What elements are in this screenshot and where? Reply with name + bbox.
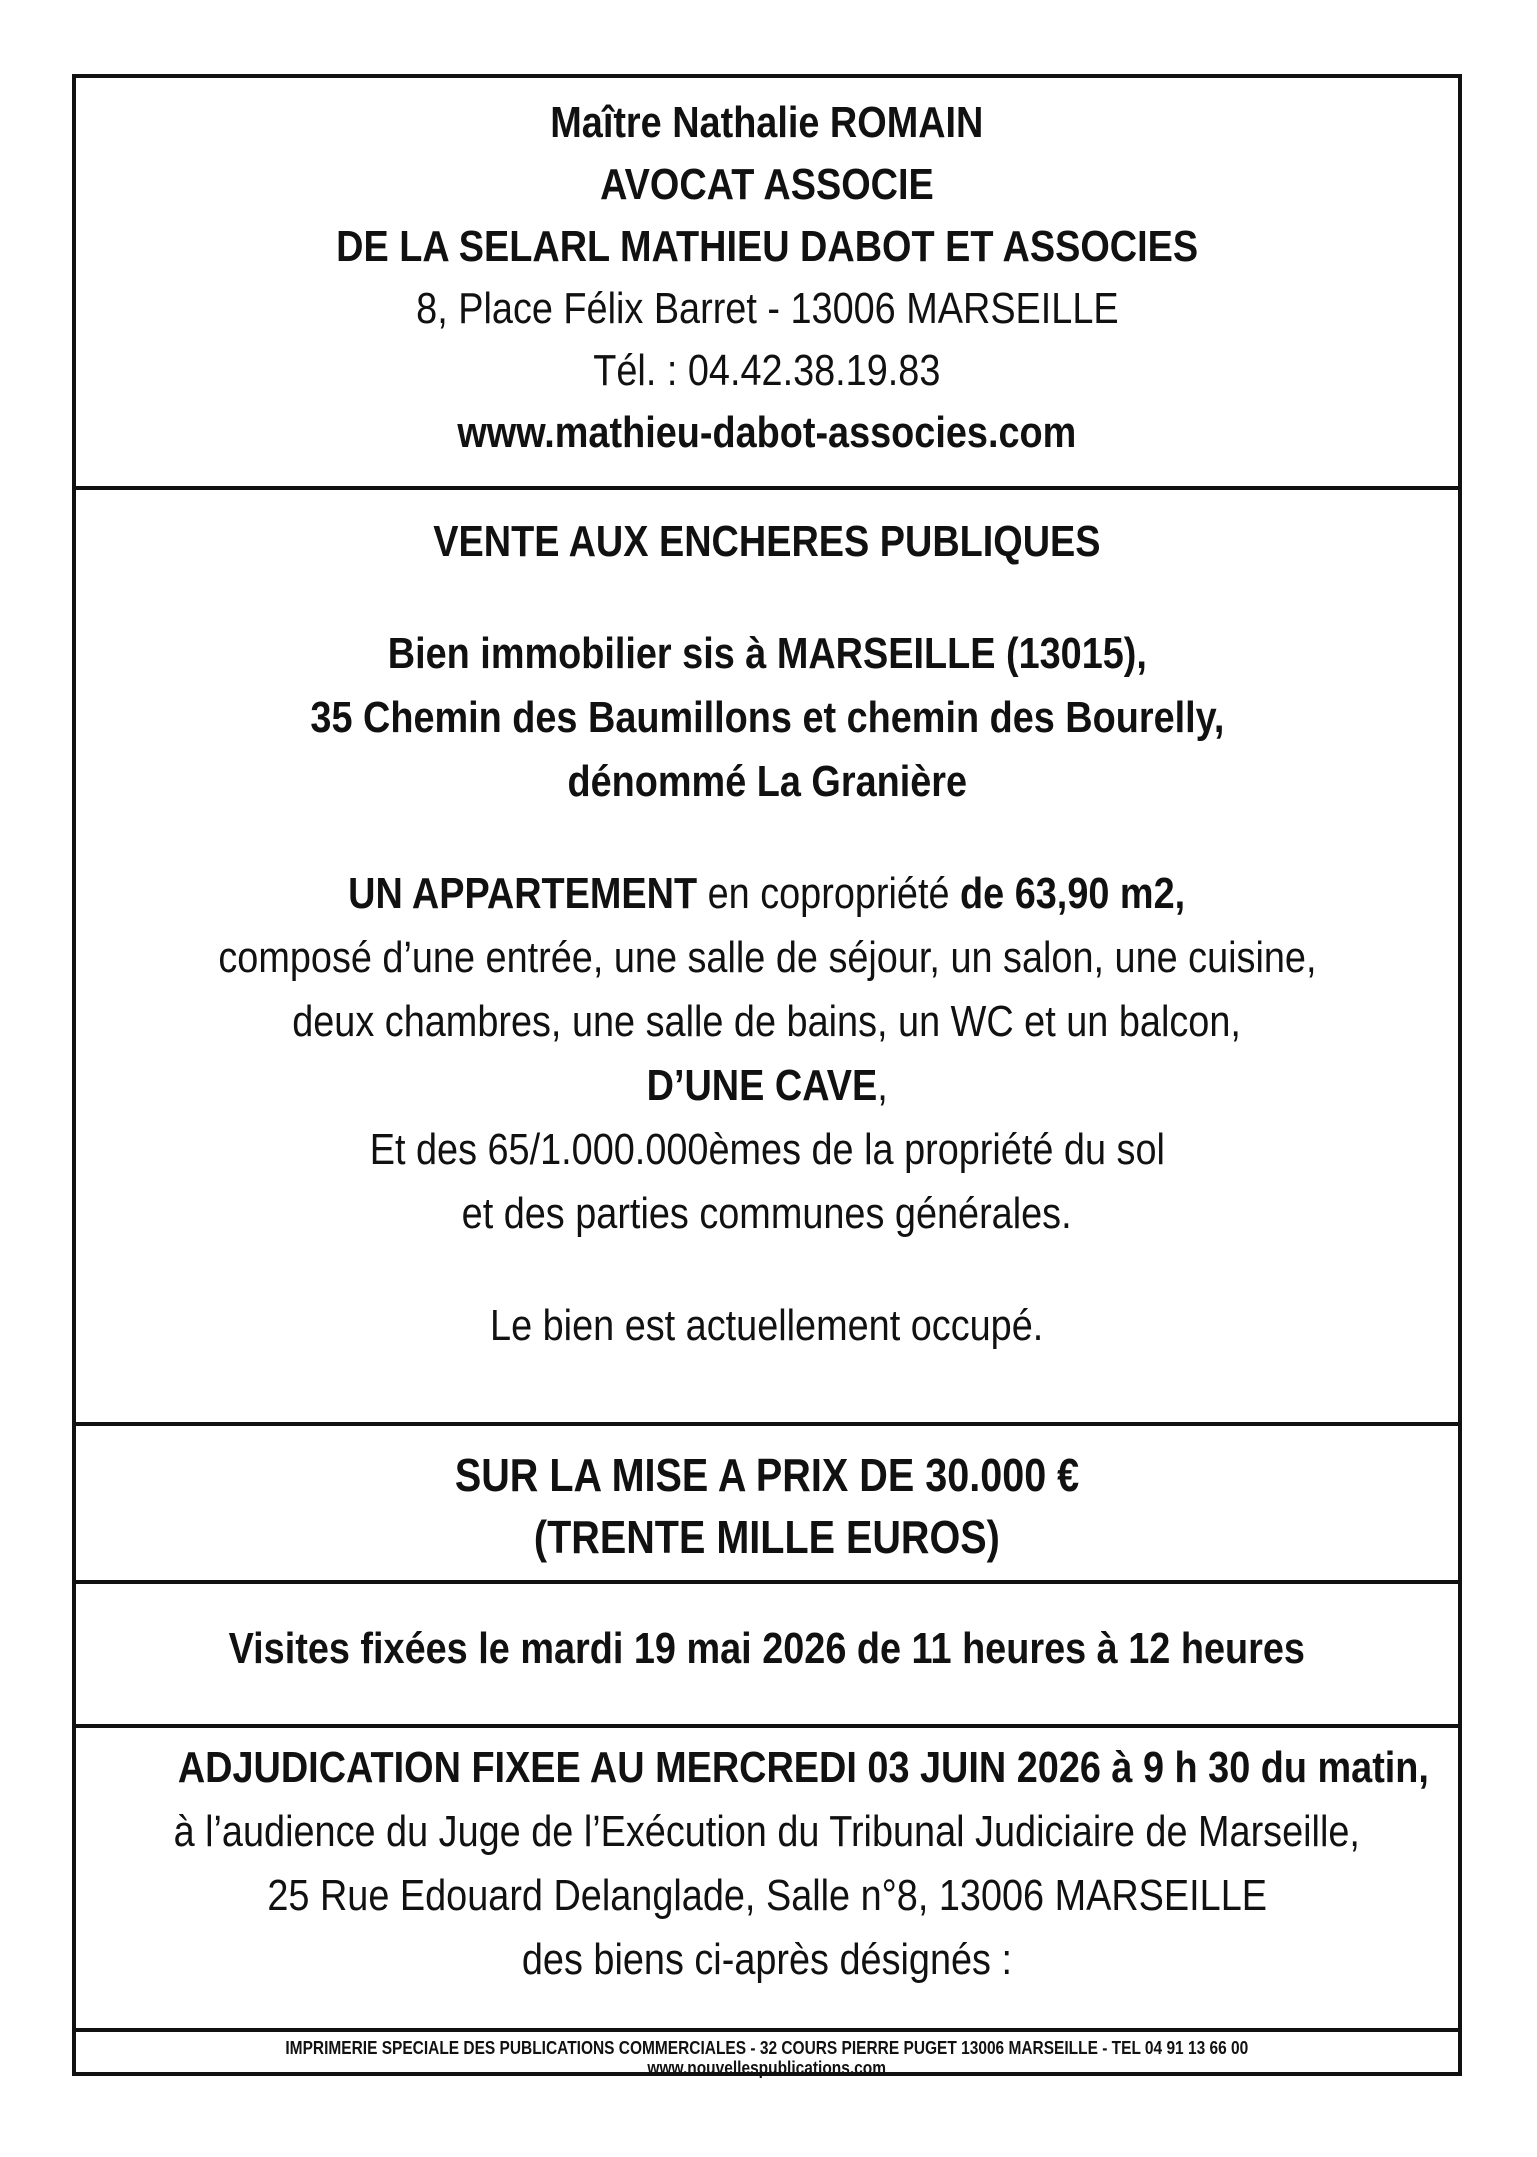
composition-line1: composé d’une entrée, une salle de séjour, un salon, une cuisine, bbox=[217, 933, 1317, 982]
sale-description bbox=[76, 490, 1458, 1422]
share-line1: Et des 65/1.000.000èmes de la propriété du sol bbox=[369, 1125, 1165, 1174]
share-line2: et des parties communes générales. bbox=[462, 1189, 1072, 1238]
composition-line2: deux chambres, une salle de bains, un WC et un balcon, bbox=[292, 997, 1242, 1046]
firm-phone: Tél. : 04.42.38.19.83 bbox=[593, 346, 941, 395]
property-location-line1: Bien immobilier sis à MARSEILLE (13015), bbox=[387, 629, 1147, 678]
lawyer-header bbox=[76, 78, 1458, 486]
starting-price bbox=[76, 1426, 1458, 1580]
printer-footer bbox=[76, 2032, 1458, 2076]
printer-info: IMPRIMERIE SPECIALE DES PUBLICATIONS COMMERCIALES - 32 COURS PIERRE PUGET 13006 MARSEILLE - TEL 04 91 13 66 00 bbox=[285, 2038, 1249, 2058]
price-line2: (TRENTE MILLE EUROS) bbox=[534, 1511, 1000, 1563]
law-firm: DE LA SELARL MATHIEU DABOT ET ASSOCIES bbox=[336, 222, 1198, 271]
visits-text: Visites fixées le mardi 19 mai 2026 de 11 heures à 12 heures bbox=[228, 1624, 1306, 1673]
occupancy-status: Le bien est actuellement occupé. bbox=[490, 1301, 1044, 1350]
adjudication-note: des biens ci-après désignés : bbox=[521, 1935, 1013, 1984]
printer-website: www.nouvellespublications.com bbox=[647, 2058, 887, 2078]
firm-website: www.mathieu-dabot-associes.com bbox=[457, 408, 1077, 457]
visits-info bbox=[76, 1584, 1458, 1724]
apartment-summary: UN APPARTEMENT en copropriété de 63,90 m2, bbox=[348, 869, 1186, 918]
adjudication-date: ADJUDICATION FIXEE AU MERCREDI 03 JUIN 2026 à 9 h 30 du matin, bbox=[177, 1743, 1429, 1792]
adjudication-address: 25 Rue Edouard Delanglade, Salle n°8, 13006 MARSEILLE bbox=[267, 1871, 1267, 1920]
price-line1: SUR LA MISE A PRIX DE 30.000 € bbox=[454, 1449, 1080, 1501]
adjudication-info bbox=[76, 1728, 1458, 2028]
sale-title: VENTE AUX ENCHERES PUBLIQUES bbox=[433, 517, 1101, 566]
lawyer-name: Maître Nathalie ROMAIN bbox=[550, 98, 984, 147]
cave-line: D’UNE CAVE, bbox=[646, 1061, 888, 1110]
notice-frame bbox=[72, 74, 1462, 2076]
property-location-line3: dénommé La Granière bbox=[567, 757, 967, 806]
firm-address: 8, Place Félix Barret - 13006 MARSEILLE bbox=[415, 284, 1119, 333]
lawyer-role: AVOCAT ASSOCIE bbox=[600, 160, 934, 209]
property-location-line2: 35 Chemin des Baumillons et chemin des Bourelly, bbox=[309, 693, 1225, 742]
adjudication-court: à l’audience du Juge de l’Exécution du Tribunal Judiciaire de Marseille, bbox=[173, 1807, 1361, 1856]
